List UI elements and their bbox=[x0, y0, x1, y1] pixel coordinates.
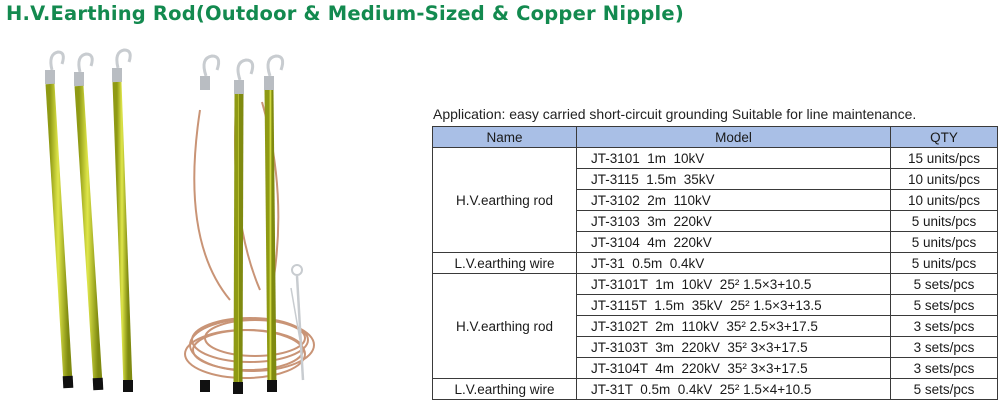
model-cell: JT-3101T 1m 10kV 25² 1.5×3+10.5 bbox=[577, 274, 891, 295]
table-row bbox=[433, 379, 998, 400]
page-title: H.V.Earthing Rod(Outdoor & Medium-Sized & Copper Nipple) bbox=[6, 2, 684, 25]
product-photo bbox=[0, 40, 420, 413]
rod-group-left bbox=[45, 50, 133, 392]
model-cell: JT-3103 3m 220kV bbox=[577, 211, 891, 232]
earthing-rod-icon bbox=[112, 50, 133, 392]
model-cell: JT-3104 4m 220kV bbox=[577, 232, 891, 253]
table-row bbox=[433, 274, 998, 295]
group-name: H.V.earthing rod bbox=[433, 274, 577, 379]
group-name: L.V.earthing wire bbox=[433, 379, 577, 400]
model-cell: JT-31T 0.5m 0.4kV 25² 1.5×4+10.5 bbox=[577, 379, 891, 400]
header-model: Model bbox=[577, 127, 891, 148]
table-header-row bbox=[433, 127, 998, 148]
model-cell: JT-3115 1.5m 35kV bbox=[577, 169, 891, 190]
qty-cell: 5 sets/pcs bbox=[891, 379, 998, 400]
rod-group-right bbox=[185, 56, 314, 394]
qty-cell: 5 units/pcs bbox=[891, 232, 998, 253]
qty-cell: 5 units/pcs bbox=[891, 211, 998, 232]
group-name: H.V.earthing rod bbox=[433, 148, 577, 253]
qty-cell: 5 sets/pcs bbox=[891, 295, 998, 316]
model-cell: JT-3101 1m 10kV bbox=[577, 148, 891, 169]
earthing-rod-icon bbox=[233, 60, 253, 394]
qty-cell: 3 sets/pcs bbox=[891, 358, 998, 379]
model-cell: JT-3104T 4m 220kV 35² 3×3+17.5 bbox=[577, 358, 891, 379]
qty-cell: 3 sets/pcs bbox=[891, 316, 998, 337]
qty-cell: 3 sets/pcs bbox=[891, 337, 998, 358]
earthing-rod-icon bbox=[45, 52, 73, 388]
header-qty: QTY bbox=[891, 127, 998, 148]
qty-cell: 10 units/pcs bbox=[891, 190, 998, 211]
model-cell: JT-31 0.5m 0.4kV bbox=[577, 253, 891, 274]
earthing-rod-icon bbox=[264, 56, 283, 392]
earthing-rod-icon bbox=[200, 56, 219, 392]
header-name: Name bbox=[433, 127, 577, 148]
model-cell: JT-3103T 3m 220kV 35² 3×3+17.5 bbox=[577, 337, 891, 358]
model-cell: JT-3102 2m 110kV bbox=[577, 190, 891, 211]
group-name: L.V.earthing wire bbox=[433, 253, 577, 274]
model-cell: JT-3115T 1.5m 35kV 25² 1.5×3+13.5 bbox=[577, 295, 891, 316]
application-text: Application: easy carried short-circuit grounding Suitable for line maintenance. bbox=[433, 106, 917, 122]
qty-cell: 5 units/pcs bbox=[891, 253, 998, 274]
table-row bbox=[433, 253, 998, 274]
spec-table bbox=[432, 126, 998, 400]
qty-cell: 10 units/pcs bbox=[891, 169, 998, 190]
model-cell: JT-3102T 2m 110kV 35² 2.5×3+17.5 bbox=[577, 316, 891, 337]
qty-cell: 15 units/pcs bbox=[891, 148, 998, 169]
earthing-rod-icon bbox=[74, 54, 103, 390]
qty-cell: 5 sets/pcs bbox=[891, 274, 998, 295]
table-row bbox=[433, 148, 998, 169]
